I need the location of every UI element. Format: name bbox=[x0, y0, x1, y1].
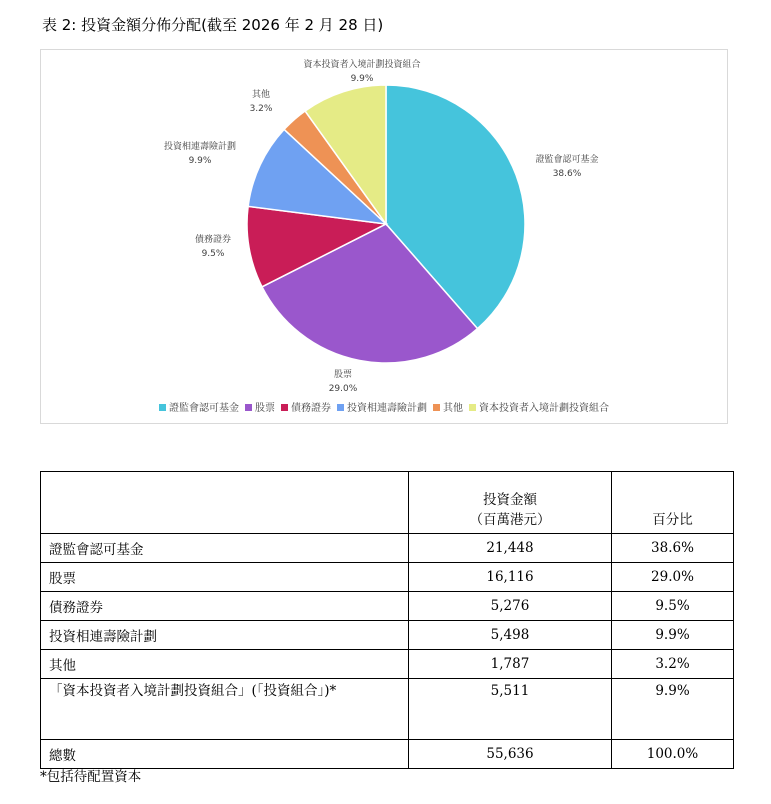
row-percent: 9.9% bbox=[612, 679, 734, 740]
row-percent: 29.0% bbox=[612, 563, 734, 592]
row-percent: 38.6% bbox=[612, 534, 734, 563]
legend-swatch bbox=[433, 404, 440, 411]
table-row bbox=[41, 563, 734, 592]
row-amount: 21,448 bbox=[409, 534, 612, 563]
slice-label-name: 證監會認可基金 bbox=[535, 155, 599, 165]
slice-label-name: 投資相連壽險計劃 bbox=[163, 142, 237, 152]
slice-label-name: 股票 bbox=[333, 370, 353, 380]
legend-label: 資本投資者入境計劃投資組合 bbox=[479, 403, 609, 414]
row-percent: 9.5% bbox=[612, 592, 734, 621]
row-name: 「資本投資者入境計劃投資組合」(「投資組合」)* bbox=[41, 679, 409, 740]
header-amount bbox=[409, 472, 612, 534]
slice-label-name: 債務證券 bbox=[194, 235, 232, 245]
row-amount: 1,787 bbox=[409, 650, 612, 679]
pie-chart-container bbox=[40, 49, 728, 424]
table-header-row bbox=[41, 472, 734, 534]
header-category bbox=[41, 472, 409, 534]
total-name: 總數 bbox=[41, 740, 409, 769]
page-title: 表 2: 投資金額分佈分配(截至 2026 年 2 月 28 日) bbox=[42, 16, 384, 34]
row-amount: 5,511 bbox=[409, 679, 612, 740]
row-name: 股票 bbox=[41, 563, 409, 592]
header-percent: 百分比 bbox=[612, 472, 734, 534]
slice-label-value: 29.0% bbox=[328, 384, 358, 394]
slice-label-name: 資本投資者入境計劃投資組合 bbox=[303, 60, 421, 70]
legend-swatch bbox=[469, 404, 476, 411]
pie-chart bbox=[41, 50, 727, 395]
table-total-row bbox=[41, 740, 734, 769]
legend-label: 投資相連壽險計劃 bbox=[347, 403, 427, 414]
total-percent: 100.0% bbox=[612, 740, 734, 769]
legend-item bbox=[281, 399, 331, 414]
legend-item bbox=[245, 399, 275, 414]
total-amount: 55,636 bbox=[409, 740, 612, 769]
table-row bbox=[41, 621, 734, 650]
header-amount-line2: （百萬港元） bbox=[469, 512, 551, 528]
row-name: 證監會認可基金 bbox=[41, 534, 409, 563]
slice-label-value: 38.6% bbox=[552, 169, 582, 179]
legend-label: 債務證券 bbox=[291, 403, 331, 414]
legend-item bbox=[433, 399, 463, 414]
table-row bbox=[41, 534, 734, 563]
row-amount: 5,498 bbox=[409, 621, 612, 650]
row-percent: 3.2% bbox=[612, 650, 734, 679]
footnote: *包括待配置資本 bbox=[40, 769, 142, 785]
slice-label-value: 9.9% bbox=[188, 156, 212, 166]
legend-swatch bbox=[245, 404, 252, 411]
legend-label: 股票 bbox=[255, 403, 275, 414]
slice-label-value: 9.5% bbox=[201, 249, 225, 259]
table-row bbox=[41, 679, 734, 740]
row-amount: 5,276 bbox=[409, 592, 612, 621]
row-name: 投資相連壽險計劃 bbox=[41, 621, 409, 650]
legend-label: 證監會認可基金 bbox=[169, 403, 239, 414]
legend-swatch bbox=[337, 404, 344, 411]
row-percent: 9.9% bbox=[612, 621, 734, 650]
row-name: 其他 bbox=[41, 650, 409, 679]
investment-table bbox=[40, 471, 734, 769]
legend-swatch bbox=[159, 404, 166, 411]
legend-label: 其他 bbox=[443, 403, 463, 414]
legend-item bbox=[337, 399, 427, 414]
header-amount-line1: 投資金額 bbox=[483, 492, 537, 508]
slice-label-value: 9.9% bbox=[350, 74, 374, 84]
table-row bbox=[41, 592, 734, 621]
row-amount: 16,116 bbox=[409, 563, 612, 592]
row-name: 債務證券 bbox=[41, 592, 409, 621]
slice-label-value: 3.2% bbox=[249, 104, 273, 114]
legend-item bbox=[159, 399, 239, 414]
table-row bbox=[41, 650, 734, 679]
legend-swatch bbox=[281, 404, 288, 411]
legend-item bbox=[469, 399, 609, 414]
chart-legend bbox=[41, 399, 727, 414]
slice-label-name: 其他 bbox=[251, 90, 271, 100]
